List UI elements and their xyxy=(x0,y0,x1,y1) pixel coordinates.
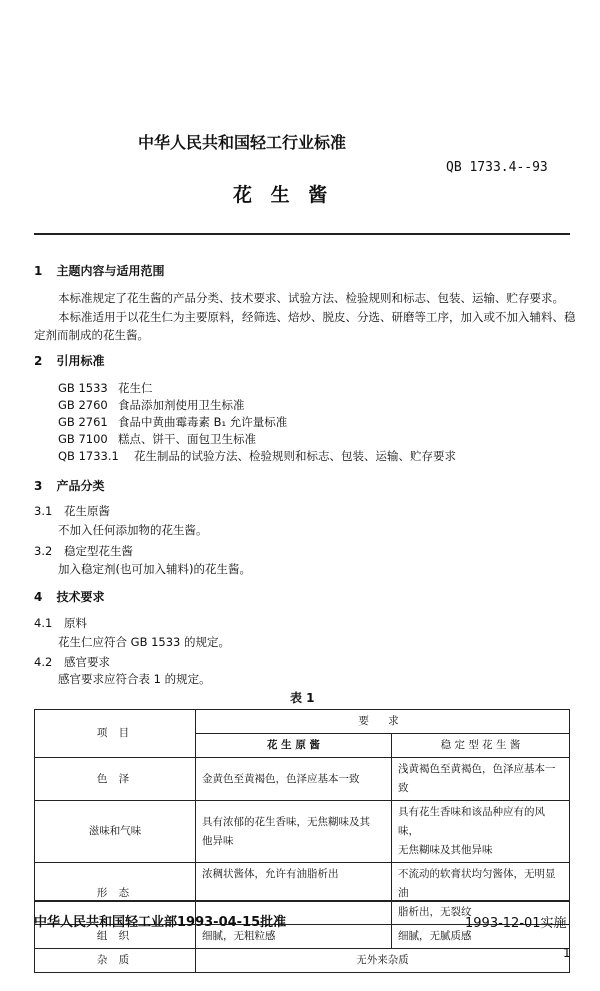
reference-name: 花生制品的试验方法、检验规则和标志、包装、运输、贮存要求 xyxy=(134,449,456,463)
table-caption: 表 1 xyxy=(290,691,315,705)
scope-paragraph-2-line-2: 定剂而制成的花生酱。 xyxy=(34,328,149,342)
reference-item xyxy=(58,380,153,396)
row-item: 组 织 xyxy=(35,925,196,949)
section-4-heading xyxy=(34,588,105,605)
requirement-4-1-desc: 花生仁应符合 GB 1533 的规定。 xyxy=(58,635,231,649)
table-row xyxy=(35,949,570,973)
row-stable-line: 具有花生香味和该品种应有的风味， xyxy=(398,806,545,837)
approval-line: 中华人民共和国轻工业部1993-04-15批准 xyxy=(34,915,287,930)
row-stable xyxy=(392,801,570,863)
row-merged: 无外来杂质 xyxy=(196,949,570,973)
clause-number: 4.2 xyxy=(34,655,53,669)
clause-number: 3.2 xyxy=(34,544,53,558)
footer-rule xyxy=(34,900,570,902)
section-number: 1 xyxy=(34,264,43,278)
reference-item xyxy=(58,397,245,413)
clause-number: 4.1 xyxy=(34,616,53,630)
clause-title: 稳定型花生酱 xyxy=(63,544,133,558)
reference-item xyxy=(58,431,256,447)
scope-paragraph-1: 本标准规定了花生酱的产品分类、技术要求、试验方法、检验规则和标志、包装、运输、贮存要求。 xyxy=(58,291,564,305)
row-stable-line: 无焦糊味及其他异味 xyxy=(398,844,493,856)
section-title: 主题内容与适用范围 xyxy=(56,264,165,278)
reference-code: GB 1533 xyxy=(58,381,108,395)
document-title: 花 生 酱 xyxy=(233,184,334,206)
section-3-heading xyxy=(34,477,105,494)
requirement-4-2-desc: 感官要求应符合表 1 的规定。 xyxy=(58,672,211,686)
header-item: 项 目 xyxy=(35,710,196,758)
classification-3-1-desc: 不加入任何添加物的花生酱。 xyxy=(58,523,208,537)
table-row xyxy=(35,801,570,863)
sensory-requirements-table xyxy=(34,709,570,973)
row-raw: 细腻，无粗粒感 xyxy=(196,925,392,949)
header-stable-peanut-butter: 稳 定 型 花 生 酱 xyxy=(392,734,570,758)
section-title: 技术要求 xyxy=(56,590,105,604)
clause-title: 原料 xyxy=(63,616,87,630)
reference-item xyxy=(58,414,287,430)
section-title: 产品分类 xyxy=(56,479,105,493)
classification-3-2 xyxy=(34,543,133,559)
row-raw: 浓稠状酱体，允许有油脂析出 xyxy=(196,863,392,925)
row-raw xyxy=(196,801,392,863)
table-row xyxy=(35,758,570,801)
header-raw-peanut-butter: 花 生 原 酱 xyxy=(196,734,392,758)
reference-name: 花生仁 xyxy=(118,381,153,395)
reference-name: 糕点、饼干、面包卫生标准 xyxy=(118,432,256,446)
requirement-4-1 xyxy=(34,615,87,631)
section-number: 2 xyxy=(34,354,43,368)
header-rule xyxy=(34,233,570,235)
reference-name: 食品添加剂使用卫生标准 xyxy=(118,398,245,412)
section-number: 3 xyxy=(34,479,43,493)
row-stable-line: 不流动的软膏状均匀酱体，无明显油 xyxy=(398,868,556,899)
section-title: 引用标准 xyxy=(56,354,105,368)
scope-paragraph-2-line-1: 本标准适用于以花生仁为主要原料，经筛选、焙炒、脱皮、分选、研磨等工序，加入或不加入辅料、稳 xyxy=(58,310,576,324)
issuing-org: 中华人民共和国轻工行业标准 xyxy=(138,133,347,152)
reference-code: QB 1733.1 xyxy=(58,449,119,463)
row-stable: 浅黄褐色至黄褐色，色泽应基本一致 xyxy=(392,758,570,801)
page-number: 1 xyxy=(563,946,571,960)
clause-title: 花生原酱 xyxy=(63,504,110,518)
reference-code: GB 7100 xyxy=(58,432,108,446)
reference-code: GB 2761 xyxy=(58,415,108,429)
section-1-heading xyxy=(34,262,165,279)
section-number: 4 xyxy=(34,590,43,604)
reference-item xyxy=(58,448,456,464)
effective-date: 1993-12-01实施 xyxy=(465,916,567,931)
row-raw-line: 具有浓郁的花生香味，无焦糊味及其 xyxy=(202,815,370,828)
classification-3-1 xyxy=(34,503,110,519)
row-raw: 金黄色至黄褐色，色泽应基本一致 xyxy=(196,758,392,801)
section-2-heading xyxy=(34,352,105,369)
row-item: 形 态 xyxy=(35,863,196,925)
row-raw-line: 他异味 xyxy=(202,834,234,847)
row-item: 滋味和气味 xyxy=(35,801,196,863)
reference-name: 食品中黄曲霉毒素 B₁ 允许量标准 xyxy=(118,415,288,429)
classification-3-2-desc: 加入稳定剂(也可加入辅料)的花生酱。 xyxy=(58,562,251,576)
row-item: 色 泽 xyxy=(35,758,196,801)
reference-code: GB 2760 xyxy=(58,398,108,412)
row-stable-line: 脂析出，无裂纹 xyxy=(398,906,472,918)
table-header-row xyxy=(35,710,570,734)
clause-title: 感官要求 xyxy=(63,655,110,669)
header-requirements: 要 求 xyxy=(196,710,570,734)
row-stable: 细腻，无腻质感 xyxy=(392,925,570,949)
row-item: 杂 质 xyxy=(35,949,196,973)
clause-number: 3.1 xyxy=(34,504,53,518)
standard-code: QB 1733.4--93 xyxy=(446,160,548,175)
requirement-4-2 xyxy=(34,654,110,670)
